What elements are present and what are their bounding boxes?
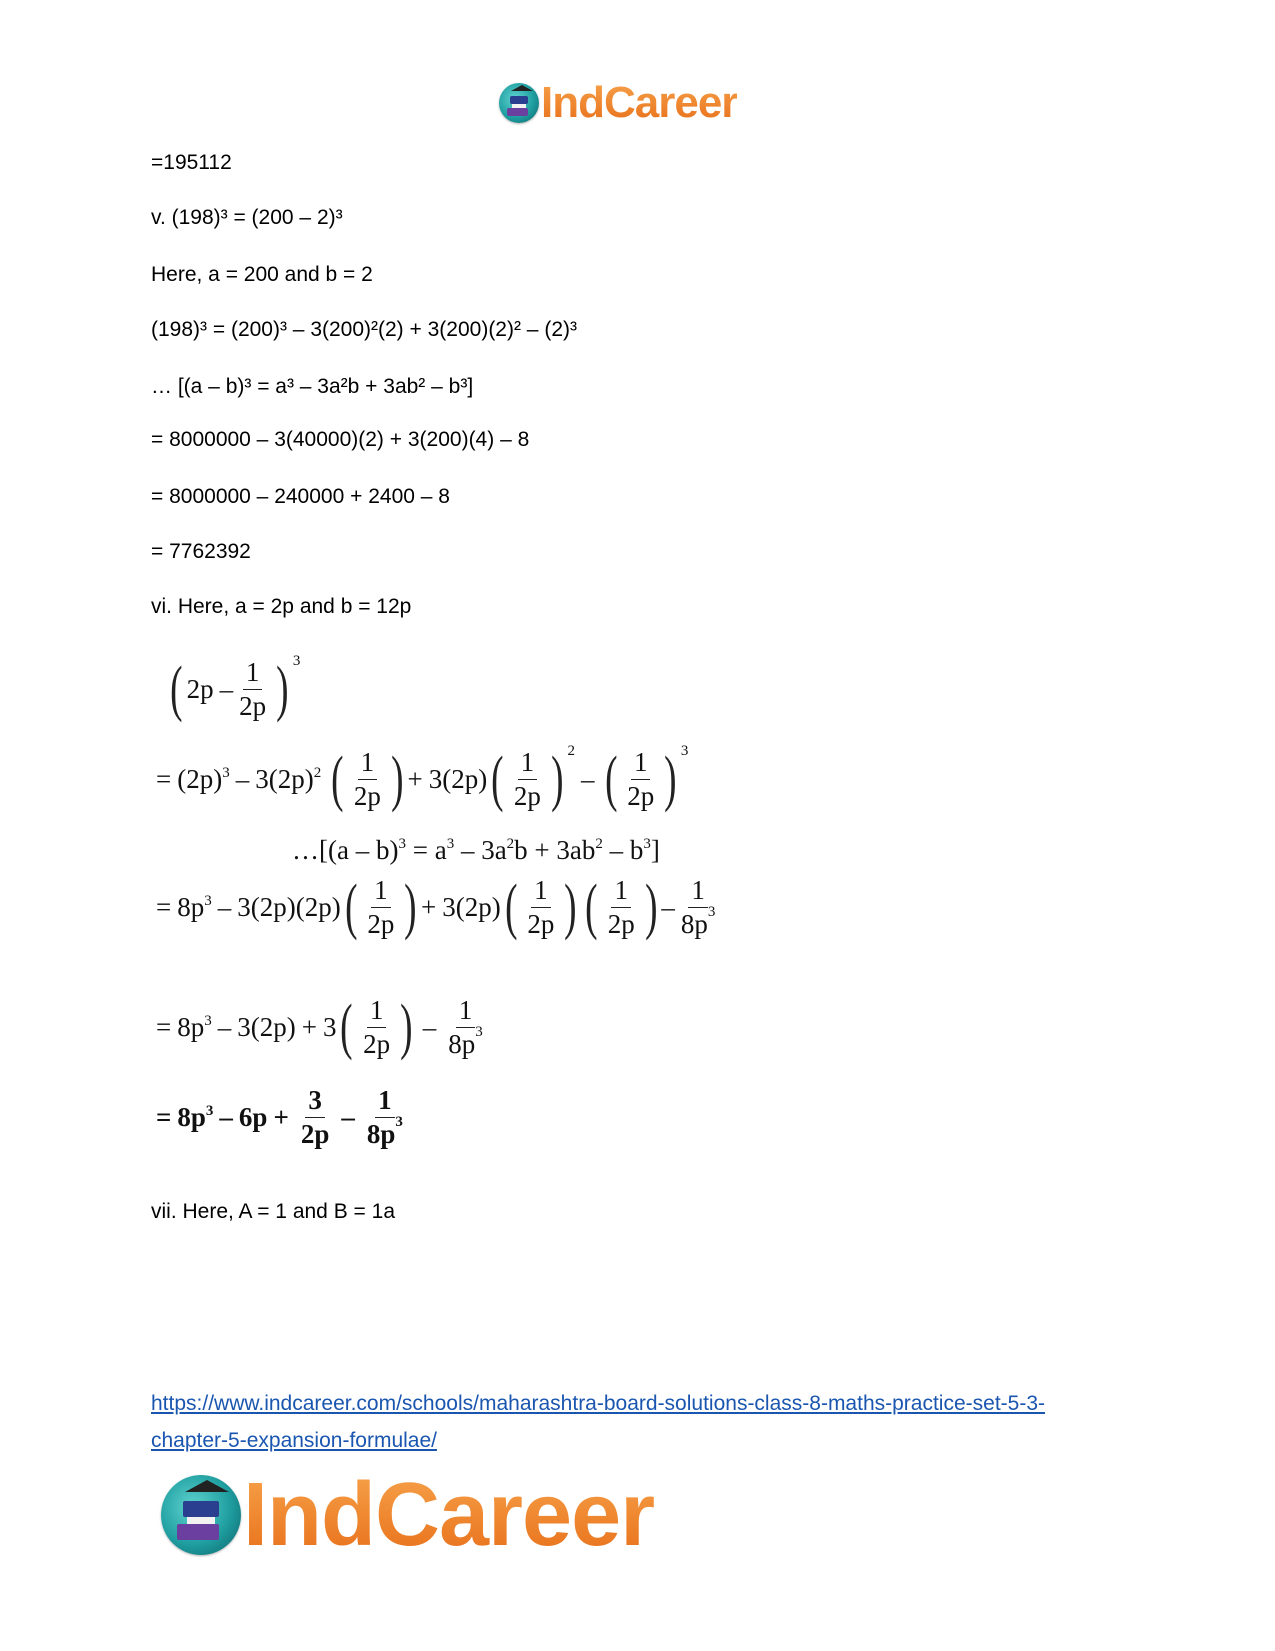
math-identity <box>292 830 660 870</box>
math-operator: + <box>273 1101 289 1132</box>
identity-part: b + 3ab <box>514 834 596 865</box>
math-term: 3 <box>322 1011 337 1042</box>
math-step-2: = 8p $^3$ – 3(2p)(2p) ( $\frac{1}{2p}$ ) + 3(2p) ( $\frac{1}{2p}$ ) ( $\frac{1}{2p}$ ) – $\frac{1}{8p^3}$ <box>156 866 721 948</box>
numerator: 1 <box>518 749 538 780</box>
fraction <box>360 994 393 1059</box>
exponent: 3 <box>707 903 716 920</box>
math-operator: – <box>581 763 595 794</box>
fraction <box>236 656 269 721</box>
graduation-books-icon <box>161 1475 241 1555</box>
denominator-term: 8p <box>448 1028 476 1059</box>
math-term: (2p) <box>177 763 223 794</box>
fraction <box>678 874 719 939</box>
denominator: 2p <box>607 908 635 939</box>
denominator: 2p <box>527 908 555 939</box>
text-line: … [(a – b)³ = a³ – 3a²b + 3ab² – b³] <box>151 375 474 398</box>
logo-wordmark: IndCareer <box>541 78 738 127</box>
math-term: 3(2p) <box>237 1011 296 1042</box>
text-line: vii. Here, A = 1 and B = 1a <box>151 1200 395 1223</box>
numerator: 3 <box>305 1087 325 1118</box>
source-link[interactable]: https://www.indcareer.com/schools/maharashtra-board-solutions-class-8-maths-practice-set-5-3- <box>151 1392 1045 1415</box>
text-line: Here, a = 200 and b = 2 <box>151 263 373 286</box>
numerator: 1 <box>371 877 391 908</box>
numerator: 1 <box>688 877 708 908</box>
exponent: 3 <box>446 835 455 852</box>
math-expression: ( 2p – $\frac{1}{2p}$ ) $^3$ <box>170 652 301 723</box>
exponent: 3 <box>395 1113 403 1130</box>
footer-logo <box>161 1465 655 1565</box>
math-operator: = <box>156 891 172 922</box>
math-term: 3(2p) <box>255 763 314 794</box>
denominator: 2p <box>353 780 381 811</box>
math-term: 3(2p) <box>428 763 488 794</box>
denominator: 2p <box>627 780 655 811</box>
exponent: 3 <box>475 1023 483 1040</box>
denominator-term: 8p <box>680 908 708 939</box>
source-link-continued[interactable]: chapter-5-expansion-formulae/ <box>151 1429 437 1452</box>
numerator: 1 <box>456 997 476 1028</box>
math-operator: – <box>661 891 675 922</box>
math-operator: = <box>156 1011 172 1042</box>
fraction <box>624 746 657 811</box>
fraction <box>605 874 638 939</box>
denominator-term: 8p <box>366 1118 396 1149</box>
exponent: 3 <box>680 742 689 759</box>
numerator: 1 <box>611 877 631 908</box>
math-operator: + <box>301 1011 317 1042</box>
exponent: 3 <box>292 652 301 669</box>
denominator <box>364 1113 406 1149</box>
math-operator: – <box>217 891 232 922</box>
math-operator: – <box>235 763 250 794</box>
denominator <box>678 903 719 939</box>
math-term: 8p <box>177 891 205 922</box>
text-line: = 8000000 – 3(40000)(2) + 3(200)(4) – 8 <box>151 428 530 451</box>
exponent: 3 <box>205 1102 214 1119</box>
math-term: 3(2p)(2p) <box>237 891 341 922</box>
identity-part: ] <box>650 834 660 865</box>
text-line: =195112 <box>151 151 232 174</box>
identity-part: = a <box>405 834 447 865</box>
identity-part: – 3a <box>454 834 507 865</box>
exponent: 3 <box>204 892 212 909</box>
fraction <box>298 1084 333 1149</box>
math-operator: – <box>341 1101 355 1132</box>
exponent: 2 <box>595 835 603 852</box>
fraction <box>511 746 544 811</box>
identity-part: – b <box>602 834 644 865</box>
denominator: 2p <box>367 908 395 939</box>
denominator <box>445 1023 486 1059</box>
exponent: 3 <box>643 835 651 852</box>
fraction <box>364 1084 406 1149</box>
logo-wordmark: IndCareer <box>243 1465 655 1565</box>
math-term: 2p <box>186 673 214 704</box>
denominator: 2p <box>363 1028 391 1059</box>
graduation-books-icon <box>499 83 539 123</box>
math-term: 3(2p) <box>442 891 501 922</box>
math-operator: – <box>422 1011 437 1042</box>
math-term: 6p <box>238 1101 268 1132</box>
fraction <box>364 874 397 939</box>
math-term: 8p <box>177 1101 206 1132</box>
numerator: 1 <box>243 659 263 690</box>
denominator: 2p <box>513 780 541 811</box>
numerator: 1 <box>631 749 651 780</box>
text-line: = 7762392 <box>151 540 251 563</box>
exponent: 3 <box>204 1012 212 1029</box>
exponent: 3 <box>398 835 406 852</box>
text-line: = 8000000 – 240000 + 2400 – 8 <box>151 485 450 508</box>
identity-part: …[(a – b) <box>292 834 399 865</box>
denominator: 2p <box>239 690 267 721</box>
numerator: 1 <box>531 877 551 908</box>
math-operator: = <box>156 763 172 794</box>
header-logo <box>499 80 737 125</box>
text-line: v. (198)³ = (200 – 2)³ <box>151 206 343 229</box>
math-step-1: = (2p) $^3$ – 3(2p) $^2$ ( $\frac{1}{2p}$ ) + 3(2p) ( $\frac{1}{2p}$ ) $^2$ – ( $\frac{1}{2p}$ ) $^3$ <box>156 742 689 813</box>
fraction <box>524 874 557 939</box>
denominator: 2p <box>300 1118 330 1149</box>
text-line: (198)³ = (200)³ – 3(200)²(2) + 3(200)(2)² – (2)³ <box>151 318 577 341</box>
numerator: 1 <box>367 997 387 1028</box>
math-operator: – <box>219 1101 233 1132</box>
exponent: 2 <box>567 742 576 759</box>
exponent: 2 <box>313 764 322 781</box>
text-line: vi. Here, a = 2p and b = 12p <box>151 595 412 618</box>
math-operator: + <box>421 891 437 922</box>
math-operator: – <box>219 673 234 704</box>
fraction <box>445 994 486 1059</box>
exponent: 3 <box>222 764 230 781</box>
numerator: 1 <box>358 749 378 780</box>
numerator: 1 <box>375 1087 395 1118</box>
fraction <box>351 746 384 811</box>
math-operator: + <box>407 763 423 794</box>
math-operator: – <box>217 1011 232 1042</box>
math-operator: = <box>156 1101 172 1132</box>
math-result <box>156 1080 409 1154</box>
math-step-3: = 8p $^3$ – 3(2p) + 3 ( $\frac{1}{2p}$ ) – $\frac{1}{8p^3}$ <box>156 986 489 1068</box>
exponent: 2 <box>506 835 515 852</box>
math-term: 8p <box>177 1011 205 1042</box>
